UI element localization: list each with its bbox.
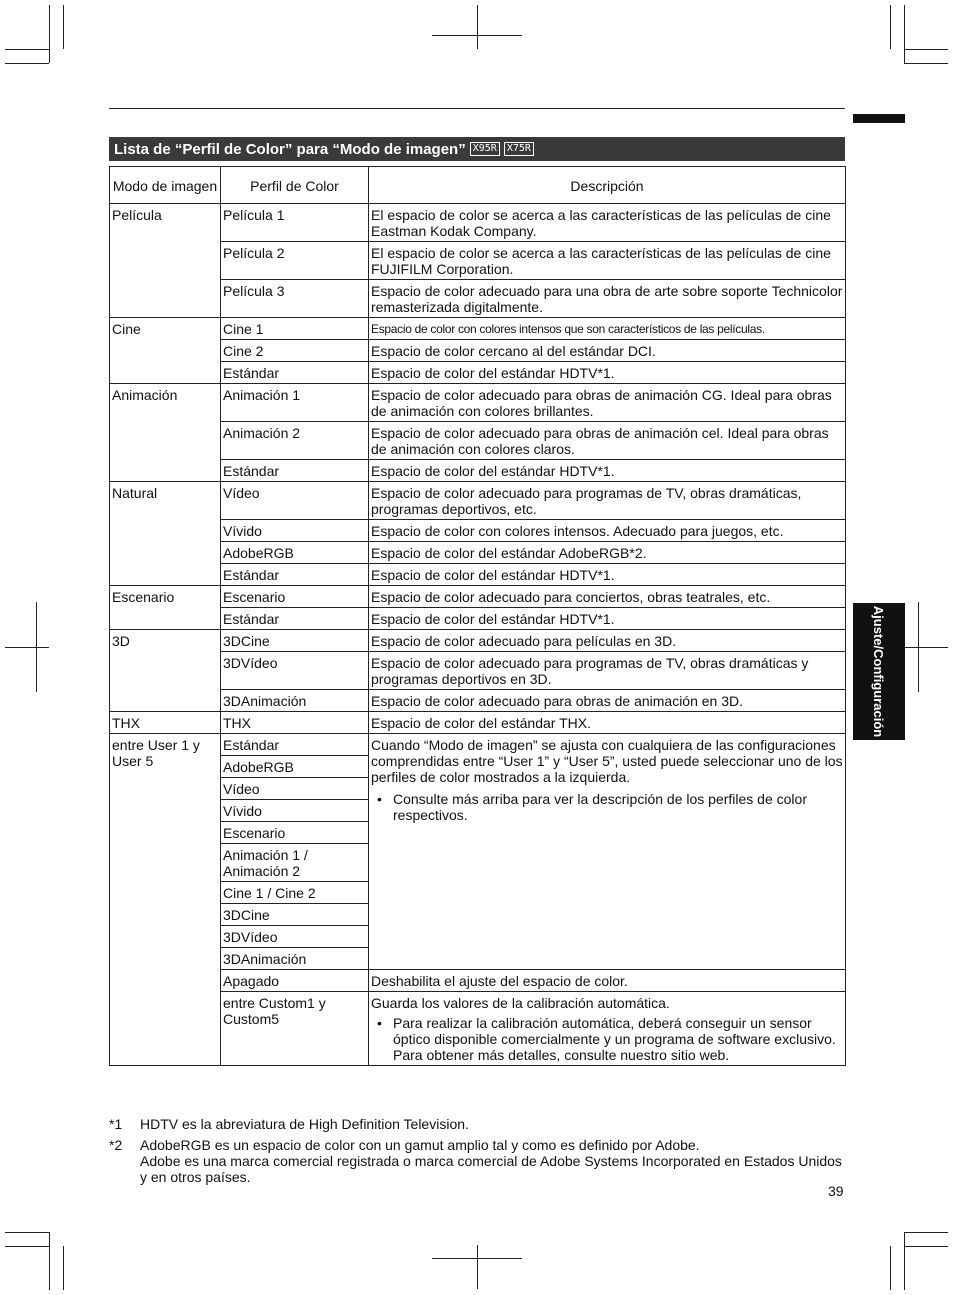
- profile-cell: Película 3: [221, 280, 369, 318]
- description-cell: Deshabilita el ajuste del espacio de color.: [369, 970, 846, 992]
- profile-cell: Estándar: [221, 734, 369, 756]
- mode-cell: Escenario: [110, 586, 221, 630]
- table-row: [110, 384, 846, 422]
- mode-cell: Cine: [110, 318, 221, 384]
- table-row: [110, 204, 846, 242]
- crop-mark: [904, 1246, 948, 1247]
- footnote: [109, 1137, 849, 1185]
- crop-mark: [890, 5, 891, 49]
- mode-cell: 3D: [110, 630, 221, 712]
- table-row: [110, 280, 846, 318]
- table-row: [110, 340, 846, 362]
- profile-cell: Cine 1 / Cine 2: [221, 882, 369, 904]
- bullet-dot: •: [377, 791, 382, 807]
- crop-mark: [49, 1232, 50, 1290]
- profile-cell: Estándar: [221, 608, 369, 630]
- page-number: 39: [828, 1183, 844, 1199]
- bullet-dot: •: [377, 1015, 382, 1031]
- profile-cell: Estándar: [221, 362, 369, 384]
- description-cell: Espacio de color del estándar AdobeRGB*2.: [369, 542, 846, 564]
- crop-mark: [904, 49, 948, 50]
- user-description: Cuando “Modo de imagen” se ajusta con cualquiera de las configuraciones comprendidas entre “User 1” y “User 5”, usted puede seleccionar uno de los perfiles de color mostrados a la izquierda.: [371, 737, 843, 785]
- section-tab-marker: [853, 114, 905, 123]
- profile-cell: Escenario: [221, 822, 369, 844]
- profile-cell: AdobeRGB: [221, 756, 369, 778]
- table-header-row: [110, 167, 846, 204]
- crop-mark: [890, 1246, 891, 1290]
- bullet-item: [371, 1015, 843, 1063]
- section-title: Lista de “Perfil de Color” para “Modo de imagen”: [114, 140, 466, 158]
- table-row: [110, 482, 846, 520]
- profile-cell: Apagado: [221, 970, 369, 992]
- description-cell: Espacio de color adecuado para conciertos, obras teatrales, etc.: [369, 586, 846, 608]
- description-cell: Espacio de color adecuado para programas de TV, obras dramáticas y programas deportivos en 3D.: [369, 652, 846, 690]
- table-row: [110, 690, 846, 712]
- footnote-text: AdobeRGB es un espacio de color con un gamut amplio tal y como es definido por Adobe.: [140, 1137, 700, 1153]
- profile-cell: entre Custom1 y Custom5: [221, 992, 369, 1066]
- footnote-mark: *1: [109, 1116, 123, 1132]
- profile-cell: 3DVídeo: [221, 652, 369, 690]
- column-header: Modo de imagen: [110, 167, 221, 204]
- crop-mark: [5, 49, 49, 50]
- description-cell: Espacio de color adecuado para obras de animación en 3D.: [369, 690, 846, 712]
- description-cell: Espacio de color adecuado para una obra de arte sobre soporte Technicolor remasterizada digitalmente.: [369, 280, 846, 318]
- crop-mark: [63, 1246, 64, 1290]
- profile-cell: Animación 1: [221, 384, 369, 422]
- crop-mark: [5, 1246, 49, 1247]
- table-row: [110, 734, 846, 756]
- top-rule: [109, 108, 845, 109]
- profile-cell: Película 1: [221, 204, 369, 242]
- profile-cell: 3DAnimación: [221, 948, 369, 970]
- table-row: [110, 242, 846, 280]
- profile-cell: 3DAnimación: [221, 690, 369, 712]
- profile-cell: Vídeo: [221, 482, 369, 520]
- mode-cell: Película: [110, 204, 221, 318]
- profile-cell: Escenario: [221, 586, 369, 608]
- profile-cell: THX: [221, 712, 369, 734]
- table-row: [110, 712, 846, 734]
- description-cell: Espacio de color adecuado para películas en 3D.: [369, 630, 846, 652]
- profile-cell: 3DCine: [221, 904, 369, 926]
- profile-cell: Animación 2: [221, 422, 369, 460]
- description-cell: Espacio de color adecuado para obras de animación cel. Ideal para obras de animación con colores claros.: [369, 422, 846, 460]
- description-cell: [369, 992, 846, 1066]
- side-tab-label: Ajuste/Configuración: [871, 605, 887, 738]
- description-cell: [369, 734, 846, 970]
- table-row: [110, 362, 846, 384]
- mode-cell: entre User 1 y User 5: [110, 734, 221, 1066]
- custom-description: Guarda los valores de la calibración automática.: [371, 995, 670, 1011]
- column-header: Descripción: [369, 167, 846, 204]
- profile-cell: Vívido: [221, 800, 369, 822]
- crop-mark: [432, 1258, 522, 1259]
- profile-cell: 3DCine: [221, 630, 369, 652]
- footnote-mark: *2: [109, 1137, 123, 1153]
- color-profile-table: [109, 166, 846, 1066]
- profile-cell: Animación 1 / Animación 2: [221, 844, 369, 882]
- crop-mark: [477, 5, 478, 49]
- table-row: [110, 608, 846, 630]
- description-cell: Espacio de color con colores intensos. Adecuado para juegos, etc.: [369, 520, 846, 542]
- crop-mark: [904, 1232, 905, 1290]
- description-cell: El espacio de color se acerca a las características de las películas de cine FUJIFILM Corporation.: [369, 242, 846, 280]
- crop-mark: [904, 63, 948, 64]
- column-header: Perfil de Color: [221, 167, 369, 204]
- crop-mark: [477, 1245, 478, 1289]
- crop-mark: [432, 35, 522, 36]
- section-header: [109, 137, 845, 161]
- crop-mark: [49, 5, 50, 63]
- crop-mark: [63, 5, 64, 49]
- table-row: [110, 586, 846, 608]
- side-section-tab: [853, 603, 905, 740]
- table-row: [110, 630, 846, 652]
- crop-mark: [904, 1232, 948, 1233]
- table-row: [110, 970, 846, 992]
- mode-cell: THX: [110, 712, 221, 734]
- profile-cell: Vídeo: [221, 778, 369, 800]
- mode-cell: Natural: [110, 482, 221, 586]
- profile-cell: Cine 1: [221, 318, 369, 340]
- profile-cell: AdobeRGB: [221, 542, 369, 564]
- description-cell: Espacio de color del estándar HDTV*1.: [369, 460, 846, 482]
- crop-mark: [5, 63, 49, 64]
- table-row: [110, 564, 846, 586]
- bullet-item: [371, 791, 843, 823]
- footnote: [109, 1116, 849, 1132]
- crop-mark: [904, 647, 948, 648]
- bullet-text: Para realizar la calibración automática, deberá conseguir un sensor óptico disponible comercialmente y un programa de software exclusivo. Para obtener más detalles, consulte nuestro sitio web.: [393, 1015, 836, 1063]
- bullet-text: Consulte más arriba para ver la descripción de los perfiles de color respectivos.: [393, 791, 807, 823]
- table-row: [110, 520, 846, 542]
- mode-cell: Animación: [110, 384, 221, 482]
- description-cell: El espacio de color se acerca a las características de las películas de cine Eastman Kodak Company.: [369, 204, 846, 242]
- profile-cell: Estándar: [221, 564, 369, 586]
- profile-cell: Película 2: [221, 242, 369, 280]
- description-cell: Espacio de color del estándar THX.: [369, 712, 846, 734]
- description-cell: Espacio de color cercano al del estándar DCI.: [369, 340, 846, 362]
- description-cell: Espacio de color adecuado para programas de TV, obras dramáticas, programas deportivos, etc.: [369, 482, 846, 520]
- table-row: [110, 422, 846, 460]
- description-cell: Espacio de color del estándar HDTV*1.: [369, 564, 846, 586]
- crop-mark: [5, 1232, 49, 1233]
- description-cell: Espacio de color del estándar HDTV*1.: [369, 608, 846, 630]
- profile-cell: 3DVídeo: [221, 926, 369, 948]
- description-cell: Espacio de color con colores intensos que son característicos de las películas.: [369, 318, 846, 340]
- crop-mark: [904, 5, 905, 63]
- footnote-text: HDTV es la abreviatura de High Definition Television.: [140, 1116, 469, 1132]
- profile-cell: Estándar: [221, 460, 369, 482]
- description-cell: Espacio de color adecuado para obras de animación CG. Ideal para obras de animación con colores brillantes.: [369, 384, 846, 422]
- description-cell: Espacio de color del estándar HDTV*1.: [369, 362, 846, 384]
- table-row: [110, 652, 846, 690]
- profile-cell: Cine 2: [221, 340, 369, 362]
- footnote-text: Adobe es una marca comercial registrada o marca comercial de Adobe Systems Incorporated en Estados Unidos y en otros países.: [140, 1153, 842, 1185]
- table-row: [110, 318, 846, 340]
- crop-mark: [5, 647, 49, 648]
- table-row: [110, 992, 846, 1066]
- table-row: [110, 460, 846, 482]
- model-badge: X95R: [470, 142, 500, 156]
- table-row: [110, 542, 846, 564]
- model-badge: X75R: [504, 142, 534, 156]
- profile-cell: Vívido: [221, 520, 369, 542]
